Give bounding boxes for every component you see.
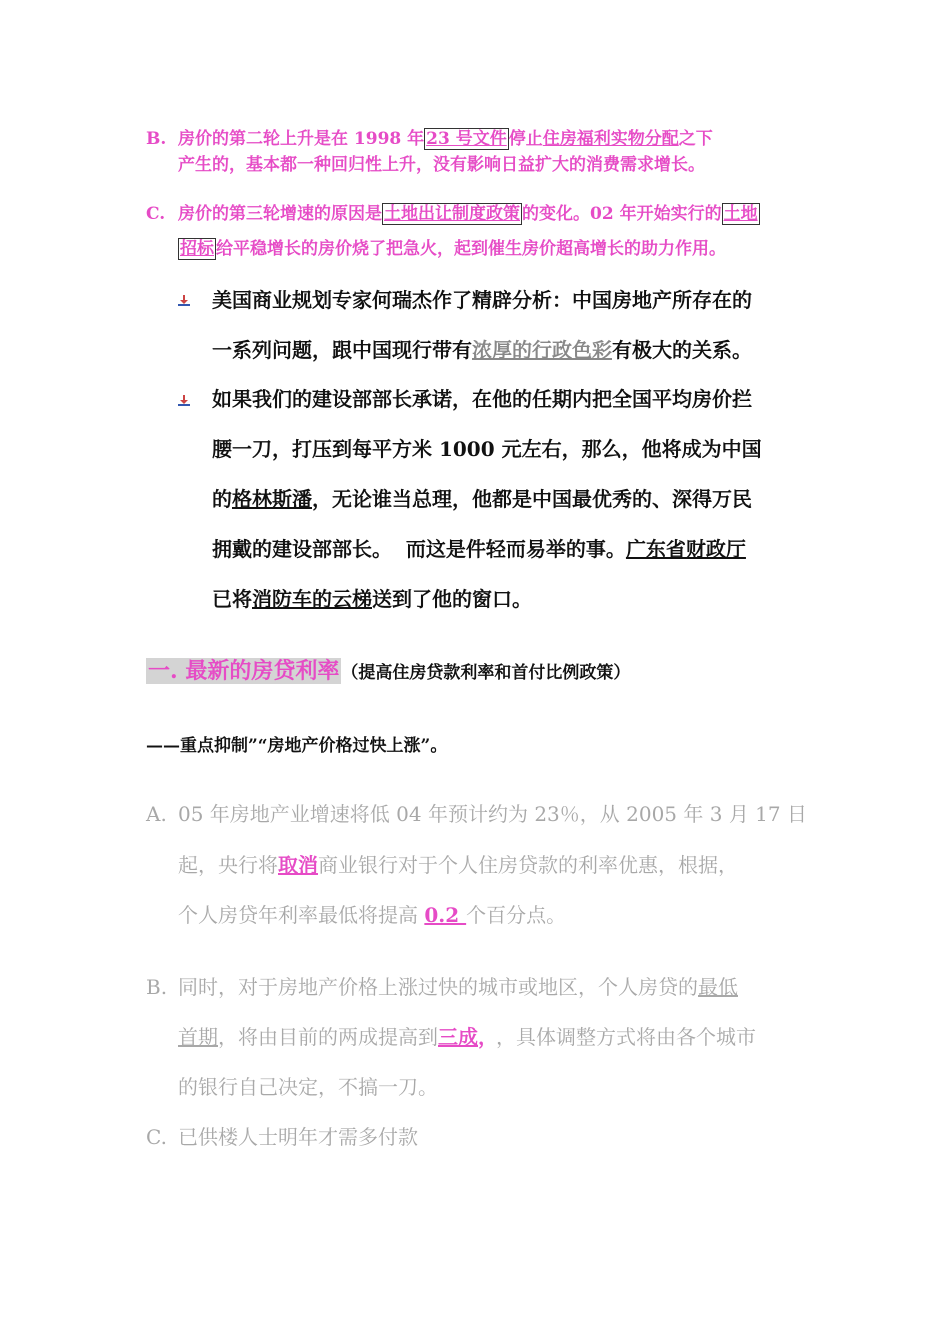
boxed-term: 招标 xyxy=(180,239,214,259)
grey-b-line-1: 同时，对于房地产价格上涨过快的城市或地区，个人房贷的最低 xyxy=(178,975,738,999)
boxed-term: 土地出让制度政策 xyxy=(384,204,520,224)
item-marker: A. xyxy=(146,802,167,826)
item-marker: C. xyxy=(146,1125,167,1149)
underlined-term: 格林斯潘 xyxy=(232,487,312,511)
underlined-term: 最低 xyxy=(698,975,738,999)
bullet-2-line-3: 的格林斯潘，无论谁当总理，他都是中国最优秀的、深得万民 xyxy=(212,487,752,511)
bullet-1-line-1: 美国商业规划专家何瑞杰作了精辟分析：中国房地产所存在的 xyxy=(212,288,752,312)
section-heading xyxy=(146,656,630,688)
underlined-term: 广东省财政厅 xyxy=(625,537,746,561)
grey-c-line-1: 已供楼人士明年才需多付款 xyxy=(178,1125,418,1149)
grey-a-line-3: 个人房贷年利率最低将提高 0.2 个百分点。 xyxy=(178,903,567,927)
arrow-bullet-icon xyxy=(178,395,190,407)
item-marker: B. xyxy=(146,975,168,999)
item-c-line-1: 房价的第三轮增速的原因是 土地出让制度政策 的变化。02 年开始实行的 土地 xyxy=(178,204,758,224)
section-title: 一. 最新的房贷利率 xyxy=(148,658,340,684)
arrow-bullet-icon xyxy=(178,295,190,307)
item-marker: B. xyxy=(146,129,167,149)
grey-a-line-2: 起，央行将取消商业银行对于个人住房贷款的利率优惠，根据， xyxy=(178,853,738,877)
section-subtitle: （提高住房贷款利率和首付比例政策） xyxy=(341,663,631,683)
grey-b-line-2: 首期，将由目前的两成提高到三成， ，具体调整方式将由各个城市 xyxy=(178,1025,756,1049)
grey-a-line-1: 05 年房地产业增速将低 04 年预计约为 23％，从 2005 年 3 月 17 日 xyxy=(178,802,807,826)
grey-b-line-3: 的银行自己决定，不搞一刀。 xyxy=(178,1075,438,1099)
boxed-term: 土地 xyxy=(723,204,758,224)
boxed-term: 23 号文件 xyxy=(426,129,507,149)
bullet-1-line-2: 一系列问题，跟中国现行带有浓厚的行政色彩有极大的关系。 xyxy=(212,338,752,362)
underlined-term: 浓厚的行政色彩 xyxy=(472,338,612,362)
highlight-term: 三成 xyxy=(438,1025,478,1049)
item-c-line-2: 招标 给平稳增长的房价烧了把急火，起到催生房价超高增长的助力作用。 xyxy=(180,239,726,259)
highlight-term: 0.2 xyxy=(424,903,467,927)
underlined-term: 首期 xyxy=(178,1025,218,1049)
underlined-term: 消防车的云梯 xyxy=(252,587,372,611)
bullet-2-line-5: 已将消防车的云梯送到了他的窗口。 xyxy=(212,587,532,611)
bullet-2-line-2: 腰一刀，打压到每平方米 1000 元左右，那么，他将成为中国 xyxy=(212,437,762,461)
section-subheading: ——重点抑制”“房地产价格过快上涨”。 xyxy=(146,736,448,756)
item-b-line-2: 产生的，基本都一种回归性上升，没有影响日益扩大的消费需求增长。 xyxy=(178,155,705,175)
item-b-line-1: 房价的第二轮上升是在 1998 年 23 号文件 停止住房福利实物分配之下 xyxy=(178,129,713,149)
item-marker: C. xyxy=(146,204,166,224)
bullet-2-line-1: 如果我们的建设部部长承诺，在他的任期内把全国平均房价拦 xyxy=(212,387,752,411)
highlight-term: 取消 xyxy=(278,853,318,877)
bullet-2-line-4: 拥戴的建设部部长。 而这是件轻而易举的事。广东省财政厅 xyxy=(212,537,746,561)
